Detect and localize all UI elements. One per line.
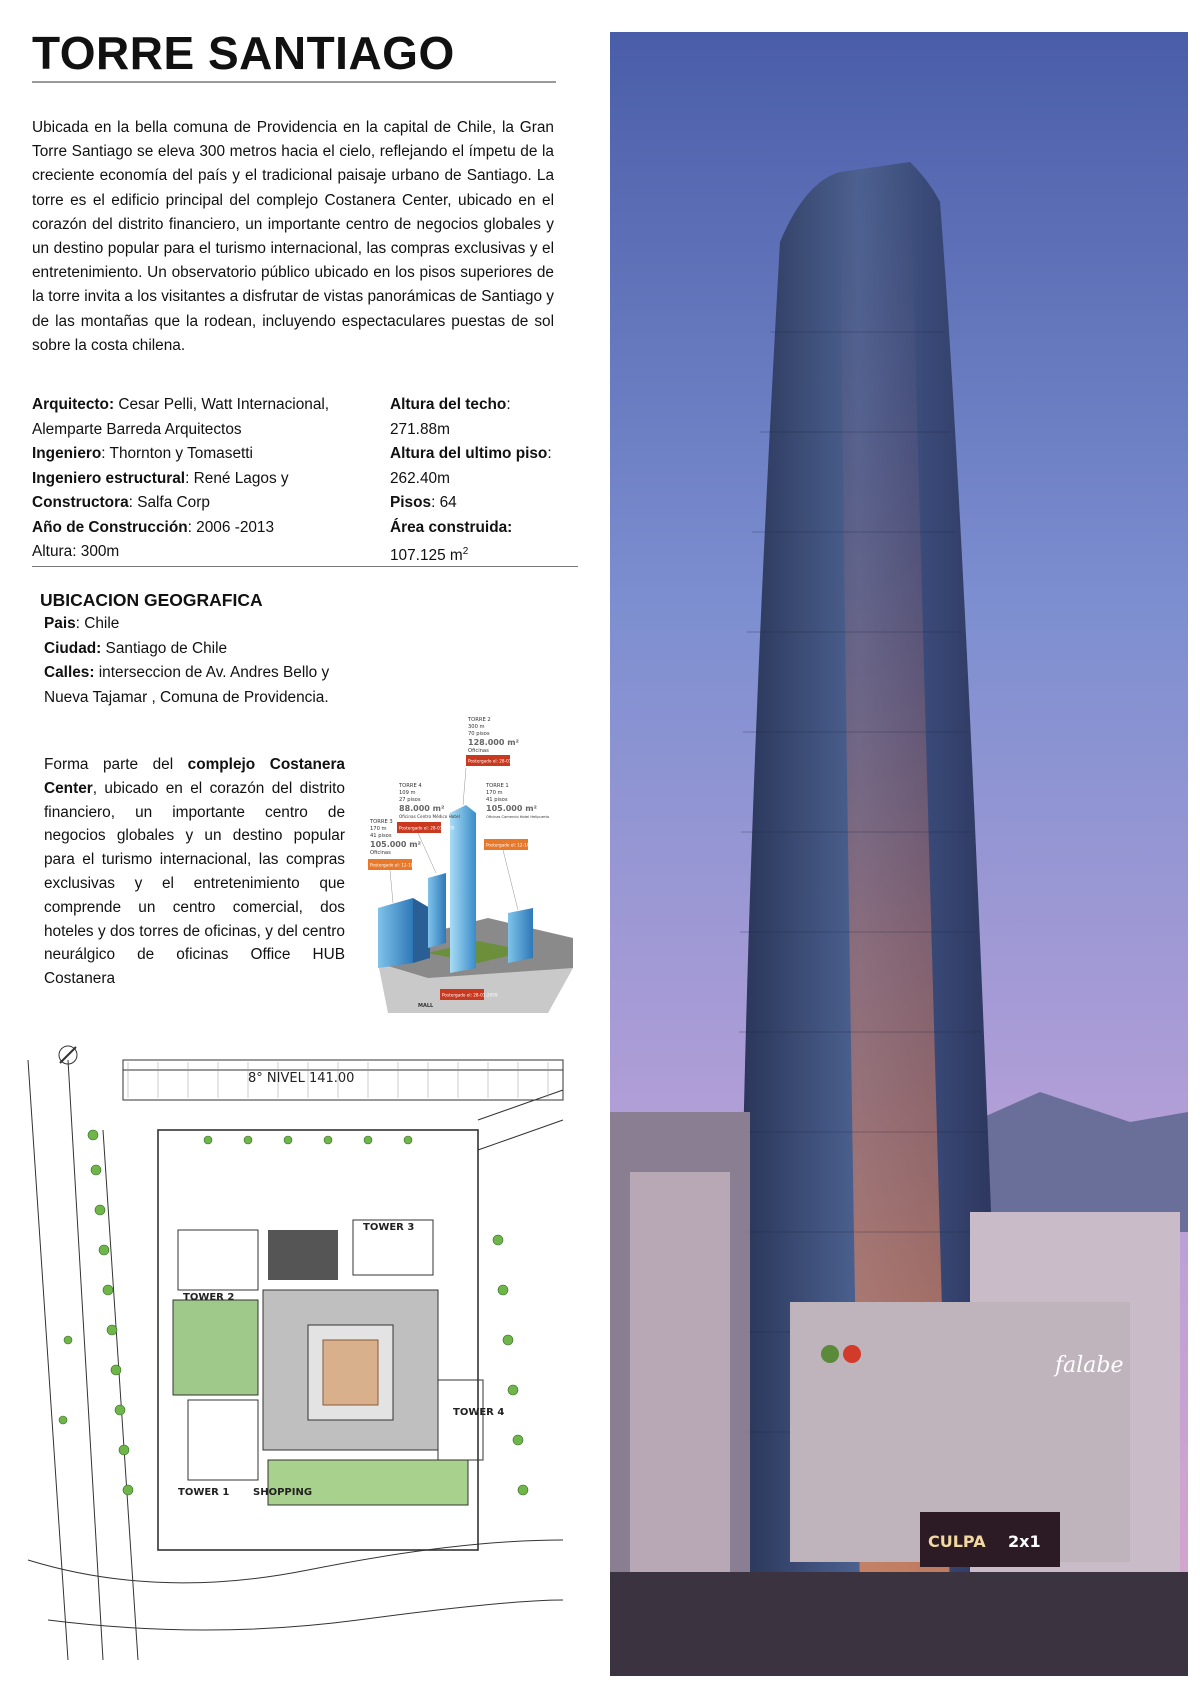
spec-altura-ultimo-piso: Altura del ultimo piso: 262.40m xyxy=(390,445,552,487)
torre2-floors: 70 pisos xyxy=(468,731,490,737)
torre2-name: TORRE 2 xyxy=(468,717,491,723)
torre4-name: TORRE 4 xyxy=(399,783,422,789)
torre3-area: 105.000 m² xyxy=(370,840,422,849)
street xyxy=(610,1572,1188,1676)
mall-label: MALL xyxy=(418,1003,434,1009)
spec-altura: Altura: 300m xyxy=(32,543,120,560)
geo-title: UBICACION GEOGRAFICA xyxy=(40,590,263,610)
costanera-infographic xyxy=(368,713,582,1016)
billboard-promo: 2x1 xyxy=(1008,1532,1041,1551)
spec-ingeniero-estructural: Ingeniero estructural: René Lagos y xyxy=(32,469,289,487)
specs-right xyxy=(390,393,570,569)
spec-pisos: Pisos: 64 xyxy=(390,494,457,511)
spec-arquitecto: Arquitecto: Cesar Pelli, Watt Internacional, Alemparte Barreda Arquitectos xyxy=(32,396,330,438)
logo-green xyxy=(821,1345,839,1363)
specs-left xyxy=(32,393,402,565)
specs-divider xyxy=(32,566,578,567)
torre2-use: Oficinas xyxy=(468,748,489,754)
plan-tower3-label: TOWER 3 xyxy=(363,1222,415,1233)
torre3-name: TORRE 3 xyxy=(370,819,393,825)
site-plan xyxy=(8,1040,604,1676)
torre1-name: TORRE 1 xyxy=(486,783,509,789)
page-title: TORRE SANTIAGO xyxy=(32,27,455,79)
geo-calles: Calles: interseccion de Av. Andres Bello y Nueva Tajamar , Comuna de Providencia. xyxy=(44,664,330,706)
tower-photo xyxy=(610,32,1188,1676)
plan-tower2-label: TOWER 2 xyxy=(183,1292,235,1303)
torre4-area: 88.000 m² xyxy=(399,804,445,813)
torre3-tag: Postergado el: 12-10-2008 xyxy=(370,862,426,868)
mall-tag: Postergado el: 28-01-2009 xyxy=(442,992,498,998)
title-divider xyxy=(32,81,556,83)
store-sign: falabe xyxy=(1055,1353,1124,1378)
torre1-use: Oficinas Comercio Hotel Helipuerto xyxy=(486,815,550,819)
geo-pais: Pais: Chile xyxy=(44,615,120,632)
geo-ciudad: Ciudad: Santiago de Chile xyxy=(44,639,228,657)
torre2-height: 300 m xyxy=(468,724,485,730)
torre1-height: 170 m xyxy=(486,790,503,796)
spec-anio: Año de Construcción: 2006 -2013 xyxy=(32,518,275,536)
torre3-shape xyxy=(378,898,413,968)
plan-dark-garden xyxy=(268,1230,338,1280)
spec-area-label: Área construida: xyxy=(390,518,513,536)
torre1-floors: 41 pisos xyxy=(486,797,508,803)
torre4-height: 109 m xyxy=(399,790,416,796)
spec-area-value: 107.125 $m^2$ xyxy=(390,546,469,565)
building-left-2 xyxy=(630,1172,730,1612)
intro-paragraph: Ubicada en la bella comuna de Providencia en la capital de Chile, la Gran Torre Santiago se eleva 300 metros hacia el cielo, reflejando el ímpetu de la creciente economía del país y el tradicional paisaje urbano de Santiago. La torre es el edificio principal del complejo Costanera Center, ubicado en el corazón del distrito financiero, un importante centro de negocios globales y un destino popular para el turismo internacional, las compras exclusivas y el entretenimiento. Un observatorio público ubicado en los pisos superiores de la torre invita a los visitantes a disfrutar de vistas panorámicas de Santiago y de las montañas que la rodean, incluyendo espectaculares puestas de sol sobre la costa chilena. xyxy=(32,119,554,354)
spec-ingeniero: Ingeniero: Thornton y Tomasetti xyxy=(32,445,253,462)
plan-shopping-label: SHOPPING xyxy=(253,1487,313,1498)
torre4-use: Oficinas Centro Médico Hotel xyxy=(399,814,460,819)
spec-altura-techo: Altura del techo: 271.88m xyxy=(390,396,511,438)
plan-tower1-label: TOWER 1 xyxy=(178,1487,230,1498)
plan-garden-south xyxy=(268,1460,468,1505)
torre4-floors: 27 pisos xyxy=(399,797,421,803)
torre1-shape xyxy=(508,908,533,963)
logo-red xyxy=(843,1345,861,1363)
torre3-floors: 41 pisos xyxy=(370,833,392,839)
torre1-area: 105.000 m² xyxy=(486,804,538,813)
complex-paragraph: Forma parte del complejo Costanera Center, ubicado en el corazón del distrito financiero, un importante centro de negocios globales y un destino popular para el turismo internacional, las compras exclusivas y el entretenimiento que comprende un centro comercial, dos hoteles y dos torres de oficinas, y del centro neurálgico de oficinas Office HUB Costanera xyxy=(44,756,345,988)
torre2-tag: Postergado el: 28-01-2009 xyxy=(468,758,524,764)
torre3-use: Oficinas xyxy=(370,850,391,856)
torre4-tag: Postergado el: 28-01-2009 xyxy=(399,825,455,831)
geo-details xyxy=(44,612,344,710)
plan-garden-west xyxy=(173,1300,258,1395)
plan-level-label: 8° NIVEL 141.00 xyxy=(248,1071,355,1086)
plan-tower4-label: TOWER 4 xyxy=(453,1407,505,1418)
plan-court xyxy=(323,1340,378,1405)
torre3-height: 170 m xyxy=(370,826,387,832)
spec-constructora: Constructora: Salfa Corp xyxy=(32,494,210,511)
torre4-shape xyxy=(428,873,446,948)
billboard-text: CULPA xyxy=(928,1532,986,1551)
torre1-tag: Postergado el: 12-10-2008 xyxy=(486,842,542,848)
torre3-side xyxy=(413,898,430,963)
torre2-area: 128.000 m² xyxy=(468,738,520,747)
